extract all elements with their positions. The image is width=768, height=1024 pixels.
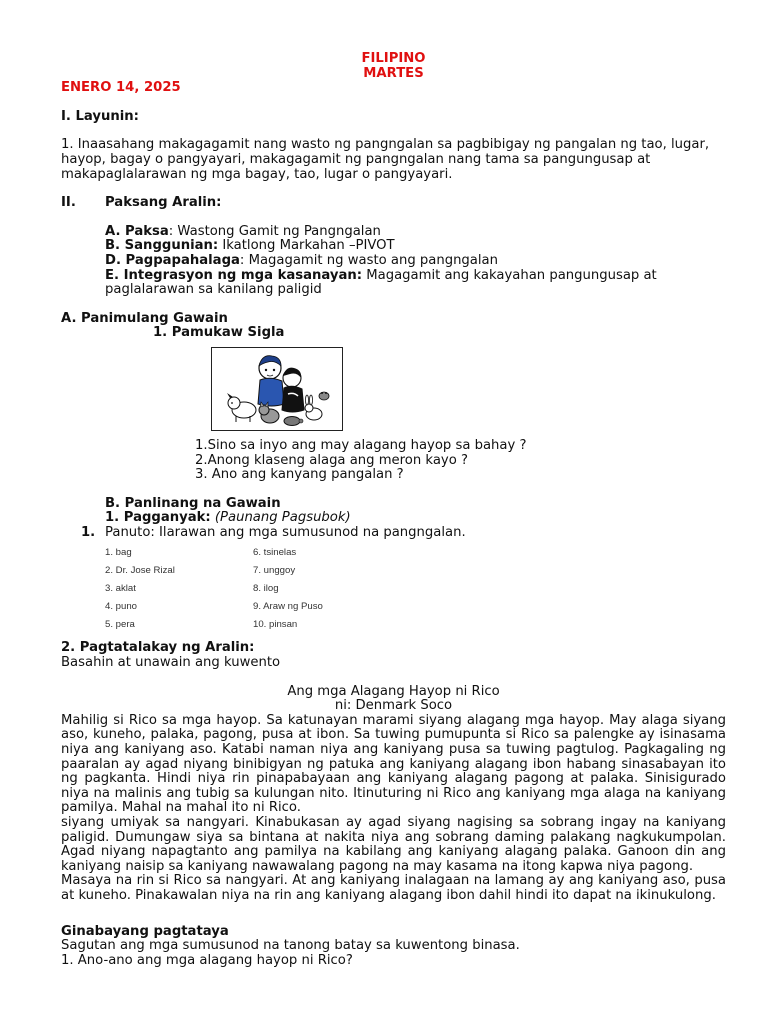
panlinang-section (61, 497, 726, 526)
word-item: 3. aklat (105, 583, 136, 595)
paksang-aralin-list (61, 225, 726, 298)
pagtataya-question-1: 1. Ano-ano ang mga alagang hayop ni Rico? (61, 952, 353, 968)
cartoon-image (212, 348, 342, 430)
section-number: II. (61, 195, 76, 211)
children-with-pets-illustration (211, 347, 343, 431)
word-item: 4. puno (105, 601, 138, 613)
date-label: ENERO 14, 2025 (61, 80, 181, 96)
pagtatalakay-instruction: Basahin at unawain ang kuwento (61, 655, 281, 671)
pagpapahalaga-item: D. Pagpapahalaga: Magagamit ng wasto ang pangngalan (105, 252, 498, 268)
word-item: 7. unggoy (253, 565, 296, 577)
panlinang-heading: B. Panlinang na Gawain (105, 495, 281, 511)
word-list-image (105, 544, 355, 634)
pagtataya-instruction: Sagutan ang mga sumusunod na tanong batay sa kuwentong binasa. (61, 938, 520, 954)
story-paragraph: siyang umiyak sa nangyari. Kinabukasan ay agad siyang nagising sa sobrang ingay na kaniyang paligid. Dumungaw siya sa bintana at nakita niya ang sobrang daming palakang nagkukumpolan. Agad niyang napagtanto ang pamilya na kabilang ang kaniyang alagang palaka. Ganoon din ang kaniyang naisip sa kaniyang nawawalang pagong na may kasama na itong kapwa niya pagong. (61, 815, 726, 874)
question-3: 3. Ano ang kanyang pangalan ? (195, 467, 404, 483)
document-page (61, 52, 726, 968)
pagtatalakay-heading: 2. Pagtatalakay ng Aralin: (61, 640, 255, 656)
sanggunian-item: B. Sanggunian: Ikatlong Markahan –PIVOT (105, 238, 395, 254)
word-item: 2. Dr. Jose Rizal (105, 565, 175, 577)
integrasyon-item: E. Integrasyon ng mga kasanayan: Magagamit ang kakayahan pangungusap at paglalarawan sa kanilang paligid (105, 267, 657, 298)
question-1: 1.Sino sa inyo ang may alagang hayop sa bahay ? (195, 437, 527, 453)
pagganyak-line: 1. Pagganyak: (Paunang Pagsubok) (105, 510, 351, 526)
story-author: ni: Denmark Soco (334, 698, 453, 714)
word-item: 6. tsinelas (253, 547, 297, 559)
story-paragraph: Masaya na rin si Rico sa nangyari. At ang kaniyang inalagaan na lamang ay ang kaniyang aso, pusa at kuneho. Pinakawalan niya na rin ang kaniyang alagang ibon dahil hindi ito dapat na ikinukulong. (61, 873, 726, 903)
pamukaw-questions (61, 439, 726, 483)
panuto-text: Panuto: Ilarawan ang mga sumusunod na pangngalan. (105, 524, 466, 540)
panimulang-gawain-heading: A. Panimulang Gawain (61, 310, 228, 326)
paksa-item: A. Paksa: Wastong Gamit ng Pangngalan (105, 223, 381, 239)
day-title: MARTES (363, 65, 424, 81)
word-item: 9. Araw ng Puso (253, 601, 323, 613)
word-item: 5. pera (105, 619, 135, 631)
story-paragraph: Mahilig si Rico sa mga hayop. Sa katunayan marami siyang alagang mga hayop. May alaga siyang aso, kuneho, palaka, pagong, pusa at ibon. Sa tuwing pumupunta si Rico sa palengke ay isinasama niya ang kaniyang aso. Katabi naman niya ang kaniyang pusa sa tuwing pagtulog. Pagkagaling ng paaralan ay agad niyang binibigyan ng patuka ang kaniyang alagang ibon habang sinasabayan ito ng pagkanta. Hindi niya rin pinapabayaan ang kaniyang alagang pagong at palaka. Sinisigurado niya na malinis ang tubig sa kulungan nito. Itinuturing ni Rico ang kaniyang mga alaga na kaniyang pamilya. Mahal na mahal ito ni Rico. (61, 712, 726, 816)
question-2: 2.Anong klaseng alaga ang meron kayo ? (195, 452, 468, 468)
section-title: Paksang Aralin: (105, 195, 222, 211)
layunin-heading: I. Layunin: (61, 108, 139, 124)
panuto-number: 1. (81, 524, 96, 540)
word-item: 10. pinsan (253, 619, 298, 631)
pamukaw-sigla-heading: 1. Pamukaw Sigla (153, 325, 285, 341)
word-item: 1. bag (105, 547, 132, 559)
story-title: Ang mga Alagang Hayop ni Rico (287, 683, 500, 699)
paksang-aralin-heading (61, 196, 726, 211)
layunin-text: 1. Inaasahang makagagamit nang wasto ng pangngalan sa pagbibigay ng pangalan ng tao, lugar, hayop, bagay o pangyayari, makagagamit ng pangngalan nang tama sa pangungusap at makapaglalarawan ng mga bagay, tao, lugar o pangyayari. (61, 137, 710, 182)
pagtataya-heading: Ginabayang pagtataya (61, 923, 229, 939)
word-item: 8. ilog (253, 583, 279, 595)
subject-title: FILIPINO (361, 51, 426, 66)
panuto-line (61, 526, 726, 541)
